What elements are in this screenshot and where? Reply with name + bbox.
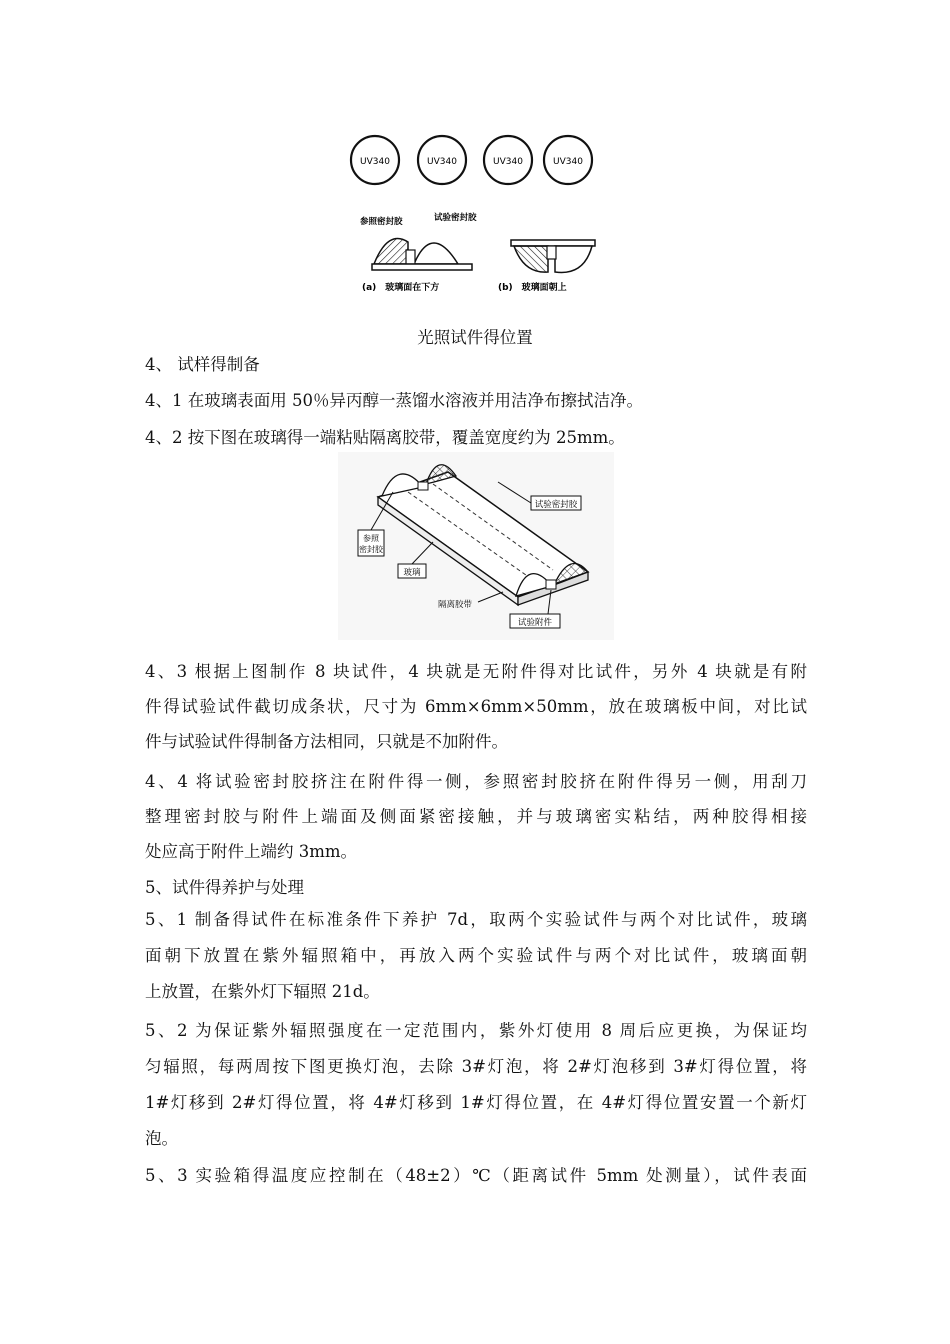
label-test-sealant-2: 试验密封胶	[534, 500, 578, 510]
label-a: (a) 玻璃面在下方	[362, 283, 440, 293]
paragraph-4-3	[145, 654, 807, 759]
figure-light-positions	[348, 124, 606, 306]
lamp-4-label: UV340	[553, 157, 583, 167]
lamp-3-label: UV340	[493, 157, 523, 167]
paragraph-5-2	[145, 1013, 807, 1157]
paragraph-4-3-line-1: 4、3 根据上图制作 8 块试件，4 块就是无附件得对比试件，另外 4 块就是有附	[145, 662, 807, 681]
figure-caption: 光照试件得位置	[417, 328, 533, 347]
paragraph-4-2: 4、2 按下图在玻璃得一端粘贴隔离胶带，覆盖宽度约为 25mm。	[145, 428, 625, 447]
paragraph-4-3-line-3: 件与试验试件得制备方法相同，只就是不加附件。	[145, 732, 508, 751]
diagram-a	[360, 212, 477, 293]
lamp-2-label: UV340	[427, 157, 457, 167]
figure-specimen	[338, 452, 614, 640]
paragraph-4-4-line-1: 4、4 将试验密封胶挤注在附件得一侧，参照密封胶挤在附件得另一侧，用刮刀	[145, 772, 807, 791]
section-4-title: 4、 试样得制备	[145, 355, 260, 374]
paragraph-5-3-line-1: 5、3 实验箱得温度应控制在（48±2）℃（距离试件 5mm 处测量），试件表面	[145, 1166, 807, 1185]
label-reference-2: 密封胶	[359, 545, 383, 554]
paragraph-5-2-line-4: 泡。	[145, 1129, 178, 1148]
lamp-1-label: UV340	[360, 157, 390, 167]
paragraph-4-3-line-2: 件得试验试件截切成条状，尺寸为 6mm×6mm×50mm，放在玻璃板中间，对比试	[145, 697, 807, 716]
lamp-circles	[351, 136, 592, 184]
paragraph-5-1-line-3: 上放置，在紫外灯下辐照 21d。	[145, 982, 380, 1001]
paragraph-4-4	[145, 764, 807, 869]
paragraph-5-1-line-2: 面朝下放置在紫外辐照箱中，再放入两个实验试件与两个对比试件，玻璃面朝	[145, 946, 807, 965]
paragraph-5-2-line-3: 1#灯移到 2#灯得位置，将 4#灯移到 1#灯得位置，在 4#灯得位置安置一个新灯	[145, 1093, 807, 1112]
paragraph-5-2-line-2: 匀辐照，每两周按下图更换灯泡，去除 3#灯泡，将 2#灯泡移到 3#灯得位置，将	[145, 1057, 807, 1076]
label-tape: 隔离胶带	[438, 600, 473, 610]
label-attachment: 试验附件	[517, 618, 553, 628]
diagram-b	[498, 240, 595, 293]
paragraph-4-4-line-3: 处应高于附件上端约 3mm。	[145, 842, 358, 861]
label-b: (b) 玻璃面朝上	[498, 283, 567, 293]
paragraph-5-2-line-1: 5、2 为保证紫外辐照强度在一定范围内，紫外灯使用 8 周后应更换，为保证均	[145, 1021, 807, 1040]
paragraph-5-1	[145, 902, 807, 1010]
label-reference-sealant: 参照密封胶	[360, 217, 403, 227]
paragraph-5-1-line-1: 5、1 制备得试件在标准条件下养护 7d，取两个实验试件与两个对比试件，玻璃	[145, 910, 807, 929]
paragraph-5-3	[145, 1158, 807, 1194]
label-glass: 玻璃	[403, 568, 421, 578]
label-test-sealant: 试验密封胶	[434, 213, 477, 223]
paragraph-4-1: 4、1 在玻璃表面用 50％异丙醇一蒸馏水溶液并用洁净布擦拭洁净。	[145, 391, 643, 410]
paragraph-4-4-line-2: 整理密封胶与附件上端面及侧面紧密接触，并与玻璃密实粘结，两种胶得相接	[145, 807, 807, 826]
section-5-title: 5、试件得养护与处理	[145, 878, 304, 897]
label-reference-1: 参照	[363, 534, 379, 543]
